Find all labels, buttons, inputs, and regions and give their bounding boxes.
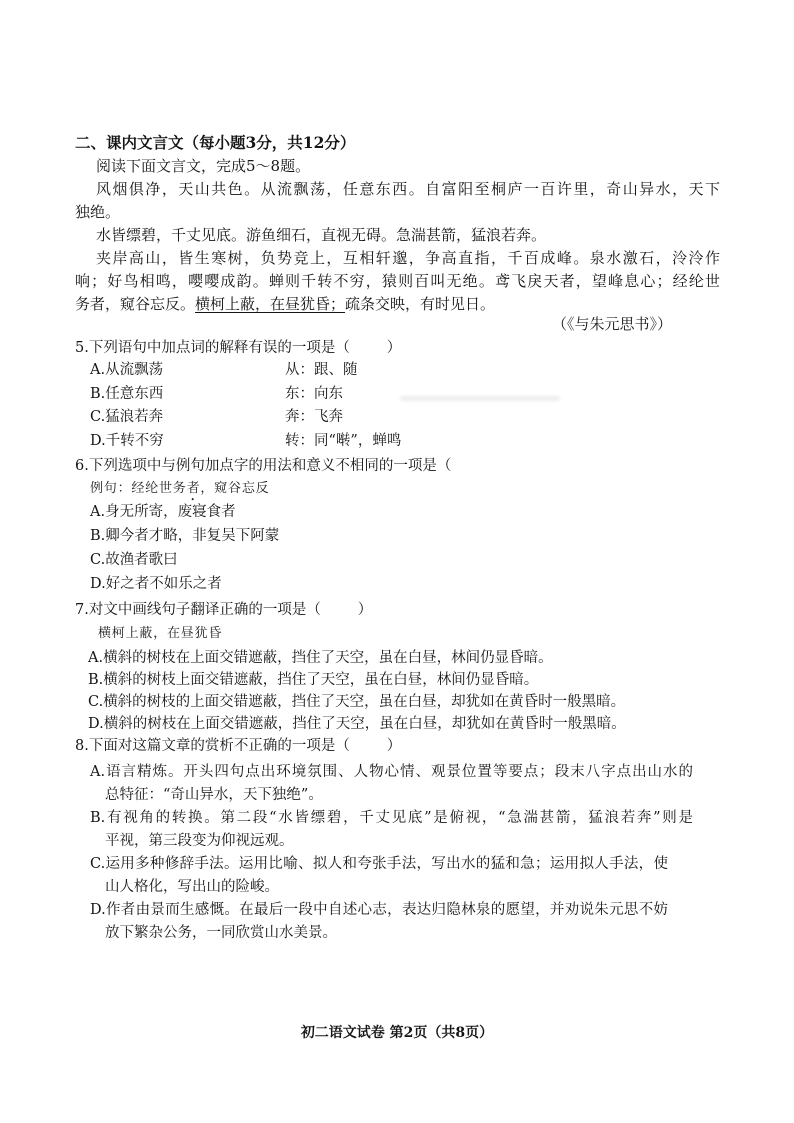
question-5-options [90, 359, 401, 453]
option-label: C. [90, 856, 106, 872]
option-text: 运用多种修辞手法。运用比喻、拟人和夸张手法，写出水的猛和急；运用拟人手法，使 [105, 856, 668, 872]
passage-line: 独绝。 [75, 203, 121, 221]
option-label: A. [90, 362, 106, 378]
option-first-line [90, 899, 668, 922]
passage-line: 水皆缥碧，千丈见底。游鱼细石，直视无碍。急湍甚箭，猛浪若奔。 [96, 226, 547, 244]
question-6-options [90, 500, 279, 596]
option-text: 猛浪若奔 [105, 409, 164, 425]
option-continuation: 平视，第三段变为仰视远观。 [105, 833, 294, 849]
option-text: 横斜的树枝在上面交错遮蔽，挡住了天空，虽在白昼，却犹如在黄昏时一般黑暗。 [103, 716, 626, 732]
option-continuation: 放下繁杂公务，一同欣赏山水美景。 [105, 925, 337, 941]
option-text: 身无所寄，废寝食者 [105, 504, 236, 520]
page-footer: 初二语文试卷 第2页（共8页） [300, 1025, 494, 1041]
option-row [90, 572, 279, 596]
option-label: A. [88, 650, 104, 666]
option-text: 从流飘荡 [105, 362, 164, 378]
option-text: 横斜的树枝的上面交错遮蔽，挡住了天空，虽在白昼，却犹如在黄昏时一般黑暗。 [103, 694, 626, 710]
underlined-sentence: 横柯上蔽，在昼犹昏； [195, 295, 346, 313]
option-label: A. [90, 764, 106, 780]
option-text: 横斜的树枝在上面交错遮蔽，挡住了天空，虽在白昼，林间仍显昏暗。 [103, 650, 553, 666]
section-heading: 二、课内文言文（每小题3分，共12分） [75, 133, 356, 152]
classical-passage [75, 178, 720, 316]
passage-line: 夹岸高山，皆生寒树，负势竞上，互相轩邈，争高直指，千百成峰。泉水激石，泠泠作 [96, 249, 720, 267]
option-text: 卿今者才略，非复吴下阿蒙 [105, 528, 280, 544]
scan-smudge [400, 396, 560, 401]
option-label: C. [90, 552, 106, 568]
option-text: 有视角的转换。第二段“水皆缥碧，千丈见底”是俯视，“急湍甚箭，猛浪若奔”则是 [105, 810, 693, 826]
option-row [90, 500, 279, 524]
option-row [90, 406, 401, 430]
example-text: 例句：经纶世务 [90, 481, 187, 496]
option-label: C. [90, 409, 106, 425]
option-row [88, 647, 626, 669]
example-text: ，窥谷忘反 [200, 481, 270, 496]
option-row [88, 713, 626, 735]
option-gloss: 奔：飞奔 [285, 409, 343, 425]
option-gloss: 从：跟、随 [285, 362, 358, 378]
option-text: 横斜的树枝上面交错遮蔽，挡住了天空，虽在白昼，林间仍显昏暗。 [103, 672, 539, 688]
option-label: C. [88, 694, 104, 710]
option-continuation: 总特征：“奇山异水，天下独绝”。 [105, 787, 323, 803]
option-label: D. [90, 576, 106, 592]
passage-text: 务者，窥谷忘反。 [75, 295, 196, 313]
option-phrase [90, 359, 285, 383]
option-label: D. [90, 902, 106, 918]
option-phrase [90, 406, 285, 430]
passage-line: 响；好鸟相鸣，嘤嘤成韵。蝉则千转不穷，猿则百叫无绝。鸢飞戾天者，望峰息心；经纶世 [75, 272, 720, 290]
reading-instruction: 阅读下面文言文，完成5～8题。 [96, 157, 311, 175]
option-row [88, 691, 626, 713]
option-row [88, 669, 626, 691]
question-8-options [90, 761, 693, 945]
passage-text: 疏条交映，有时见日。 [345, 295, 496, 313]
option-label: B. [90, 810, 106, 826]
dotted-character: 者 [186, 481, 201, 496]
option-row [90, 430, 401, 454]
option-row [90, 359, 401, 383]
option-text: 千转不穷 [105, 432, 164, 449]
option-phrase [90, 430, 285, 454]
question-5-stem: 5.下列语句中加点词的解释有误的一项是（ ） [75, 340, 402, 356]
option-label: B. [90, 385, 106, 402]
option-text: 任意东西 [105, 385, 164, 402]
option-text: 故渔者歌曰 [105, 552, 178, 568]
question-7-stem: 7.对文中画线句子翻译正确的一项是（ ） [75, 602, 373, 618]
option-text: 好之者不如乐之者 [105, 576, 222, 592]
question-6-example [90, 478, 269, 500]
option-phrase [90, 383, 285, 407]
option-row [90, 524, 279, 548]
passage-line: 风烟俱净，天山共色。从流飘荡，任意东西。自富阳至桐庐一百许里，奇山异水，天下 [96, 180, 720, 198]
option-label: D. [88, 716, 104, 732]
option-continuation: 山人格化，写出山的险峻。 [105, 879, 279, 895]
question-7-sentence: 横柯上蔽，在昼犹昏 [98, 626, 223, 641]
option-label: B. [90, 528, 106, 544]
option-first-line [90, 853, 668, 876]
option-label: D. [90, 432, 106, 449]
option-text: 作者由景而生感慨。在最后一段中自述心志，表达归隐林泉的愿望，并劝说朱元思不妨 [105, 902, 668, 918]
option-gloss: 东：向东 [285, 385, 343, 402]
option-text: 语言精炼。开头四句点出环境氛围、人物心情、观景位置等要点；段末八字点出山水的 [105, 764, 693, 780]
option-first-line [90, 807, 693, 830]
option-label: B. [88, 672, 104, 688]
question-7-options [88, 647, 626, 735]
option-row [90, 548, 279, 572]
question-8-stem: 8.下面对这篇文章的赏析不正确的一项是（ ） [75, 738, 402, 754]
option-gloss: 转：同“啭”，蝉鸣 [285, 432, 402, 449]
option-row [90, 383, 401, 407]
question-6-stem: 6.下列选项中与例句加点字的用法和意义不相同的一项是（ [75, 458, 452, 474]
option-first-line [90, 761, 693, 784]
option-label: A. [90, 504, 106, 520]
passage-source: （《与朱元思书》） [551, 315, 672, 333]
